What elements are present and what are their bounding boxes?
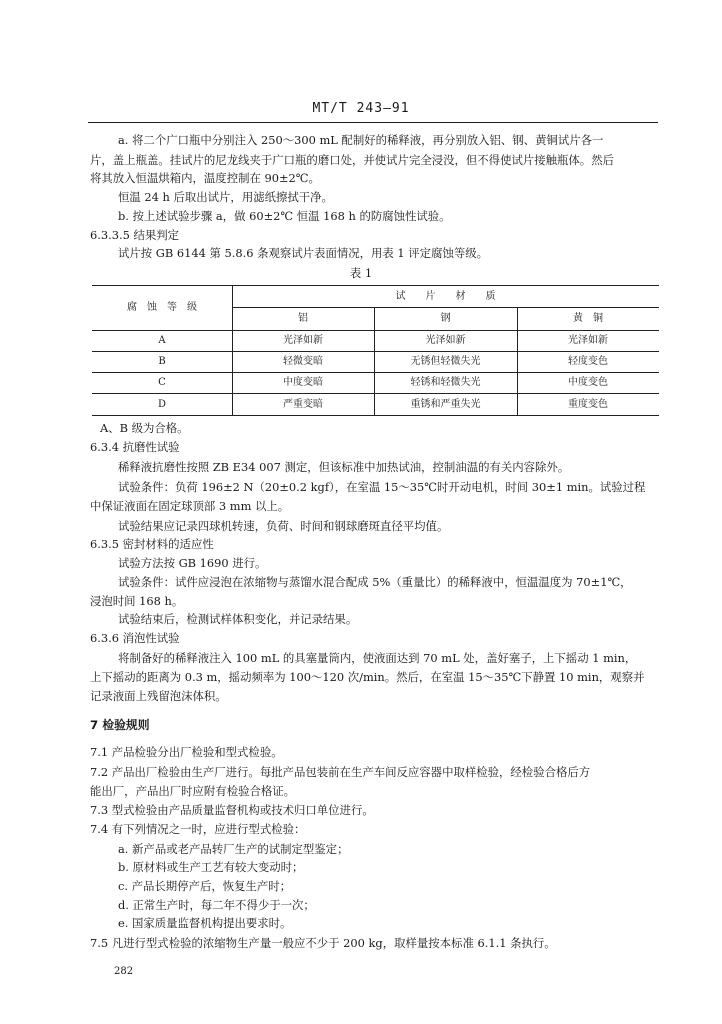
- grade-cell: C: [158, 377, 166, 388]
- text-line: 将制备好的稀释液注入 100 mL 的具塞量筒内，使液面达到 70 mL 处，盖好塞子，上下摇动 1 min，: [118, 651, 637, 665]
- clause-line: 7.1 产品检验分出厂检验和型式检验。: [90, 745, 283, 759]
- text-line: 记录液面上残留泡沫体积。: [90, 689, 227, 703]
- text-line: 试验条件：试件应浸泡在浓缩物与蒸馏水混合配成 5%（重量比）的稀释液中，恒温温度为 70±1℃，: [118, 575, 632, 589]
- corrosion-grade-table: [92, 285, 659, 416]
- table-rule: [92, 285, 659, 286]
- text-line: 试片按 GB 6144 第 5.8.6 条观察试片表面情况，用表 1 评定腐蚀等级。: [118, 246, 489, 260]
- text-line: 能出厂，产品出厂时应附有检验合格证。: [90, 784, 296, 798]
- table-cell: 轻微变暗: [283, 356, 323, 367]
- list-item: e. 国家质量监督机构提出要求时。: [118, 916, 292, 930]
- list-item: a. 新产品或老产品转厂生产的试制定型鉴定；: [118, 842, 349, 856]
- text-line: b. 按上述试验步骤 a，做 60±2℃ 恒温 168 h 的防腐蚀性试验。: [118, 209, 451, 223]
- section-heading: 6.3.4 抗磨性试验: [90, 440, 180, 454]
- header-rule: [88, 122, 658, 123]
- table-cell: 重锈和严重失光: [410, 399, 481, 410]
- clause-line: 7.5 凡进行型式检验的浓缩物生产量一般应不少于 200 kg，取样量按本标准 6.1.1 条执行。: [90, 936, 556, 950]
- table-rule: [92, 393, 659, 394]
- material-header: 试 片 材 质: [395, 291, 496, 302]
- section-heading: 6.3.5 密封材料的适应性: [90, 537, 214, 551]
- table-cell: 中度变色: [568, 377, 608, 388]
- section-heading: 6.3.3.5 结果判定: [90, 228, 180, 242]
- section-heading: 6.3.6 消泡性试验: [90, 631, 180, 645]
- table-cell: 无锈但轻微失光: [410, 356, 481, 367]
- text-line: 试验条件：负荷 196±2 N（20±0.2 kgf），在室温 15～35℃时开动电机，时间 30±1 min。试验过程: [118, 480, 646, 494]
- table-cell: 光泽如新: [425, 335, 466, 346]
- text-line: 将其放入恒温烘箱内，温度控制在 90±2℃。: [90, 171, 320, 185]
- table-cell: 中度变暗: [283, 377, 323, 388]
- text-line: 中保证液面在固定球顶部 3 mm 以上。: [90, 499, 290, 513]
- grade-cell: B: [158, 356, 166, 367]
- chapter-heading: 7 检验规则: [90, 718, 150, 732]
- list-item: d. 正常生产时，每二年不得少于一次；: [118, 898, 315, 912]
- page-number: 282: [114, 966, 134, 977]
- text-line: 试验方法按 GB 1690 进行。: [118, 556, 267, 570]
- text-line: 试验结果应记录四球机转速，负荷、时间和钢球磨斑直径平均值。: [118, 519, 449, 533]
- table-cell: 轻度变色: [568, 356, 608, 367]
- table-cell: 严重变暗: [283, 399, 323, 410]
- column-header: 铝: [298, 313, 308, 324]
- table-rule: [92, 415, 659, 416]
- grade-column-header: 腐 蚀 等 级: [127, 302, 197, 313]
- table-rule: [92, 330, 659, 331]
- table-cell: 重度变色: [568, 399, 608, 410]
- clause-line: 7.4 有下列情况之一时，应进行型式检验：: [90, 822, 306, 836]
- column-header: 黄 铜: [573, 313, 603, 324]
- table-title: 表 1: [349, 266, 373, 280]
- table-cell: 光泽如新: [283, 335, 323, 346]
- grade-cell: D: [157, 399, 167, 410]
- table-cell: 轻锈和轻微失光: [410, 377, 481, 388]
- list-item: b. 原材料或生产工艺有较大变动时；: [118, 860, 304, 874]
- standard-code-header: MT/T 243—91: [312, 101, 410, 116]
- table-cell: 光泽如新: [568, 335, 608, 346]
- text-line: 片，盖上瓶盖。挂试片的尼龙线夹于广口瓶的磨口处，并使试片完全浸没，但不得使试片接触瓶体。然后: [90, 153, 614, 167]
- text-line: A、B 级为合格。: [100, 421, 189, 435]
- grade-cell: A: [158, 335, 166, 346]
- text-line: 试验结束后，检测试样体积变化，并记录结果。: [118, 612, 358, 626]
- text-line: a. 将二个广口瓶中分别注入 250～300 mL 配制好的稀释液，再分别放入铝、钢、黄铜试片各一: [118, 133, 604, 147]
- text-line: 浸泡时间 168 h。: [90, 594, 184, 608]
- table-rule: [232, 285, 233, 415]
- clause-line: 7.2 产品出厂检验由生产厂进行。每批产品包装前在生产车间反应容器中取样检验，经检验合格后方: [90, 765, 591, 779]
- table-rule: [92, 372, 659, 373]
- table-rule: [92, 351, 659, 352]
- text-line: 上下摇动的距离为 0.3 m，摇动频率为 100～120 次/min。然后，在室温 15～35℃下静置 10 min，观察并: [90, 670, 645, 684]
- clause-line: 7.3 型式检验由产品质量监督机构或技术归口单位进行。: [90, 803, 374, 817]
- text-line: 稀释液抗磨性按照 ZB E34 007 测定，但该标准中加热试油，控制油温的有关内容除外。: [118, 460, 570, 474]
- column-header: 钢: [440, 313, 451, 324]
- text-line: 恒温 24 h 后取出试片，用滤纸擦拭干净。: [118, 190, 333, 204]
- list-item: c. 产品长期停产后，恢复生产时；: [118, 879, 292, 893]
- table-rule: [232, 307, 659, 308]
